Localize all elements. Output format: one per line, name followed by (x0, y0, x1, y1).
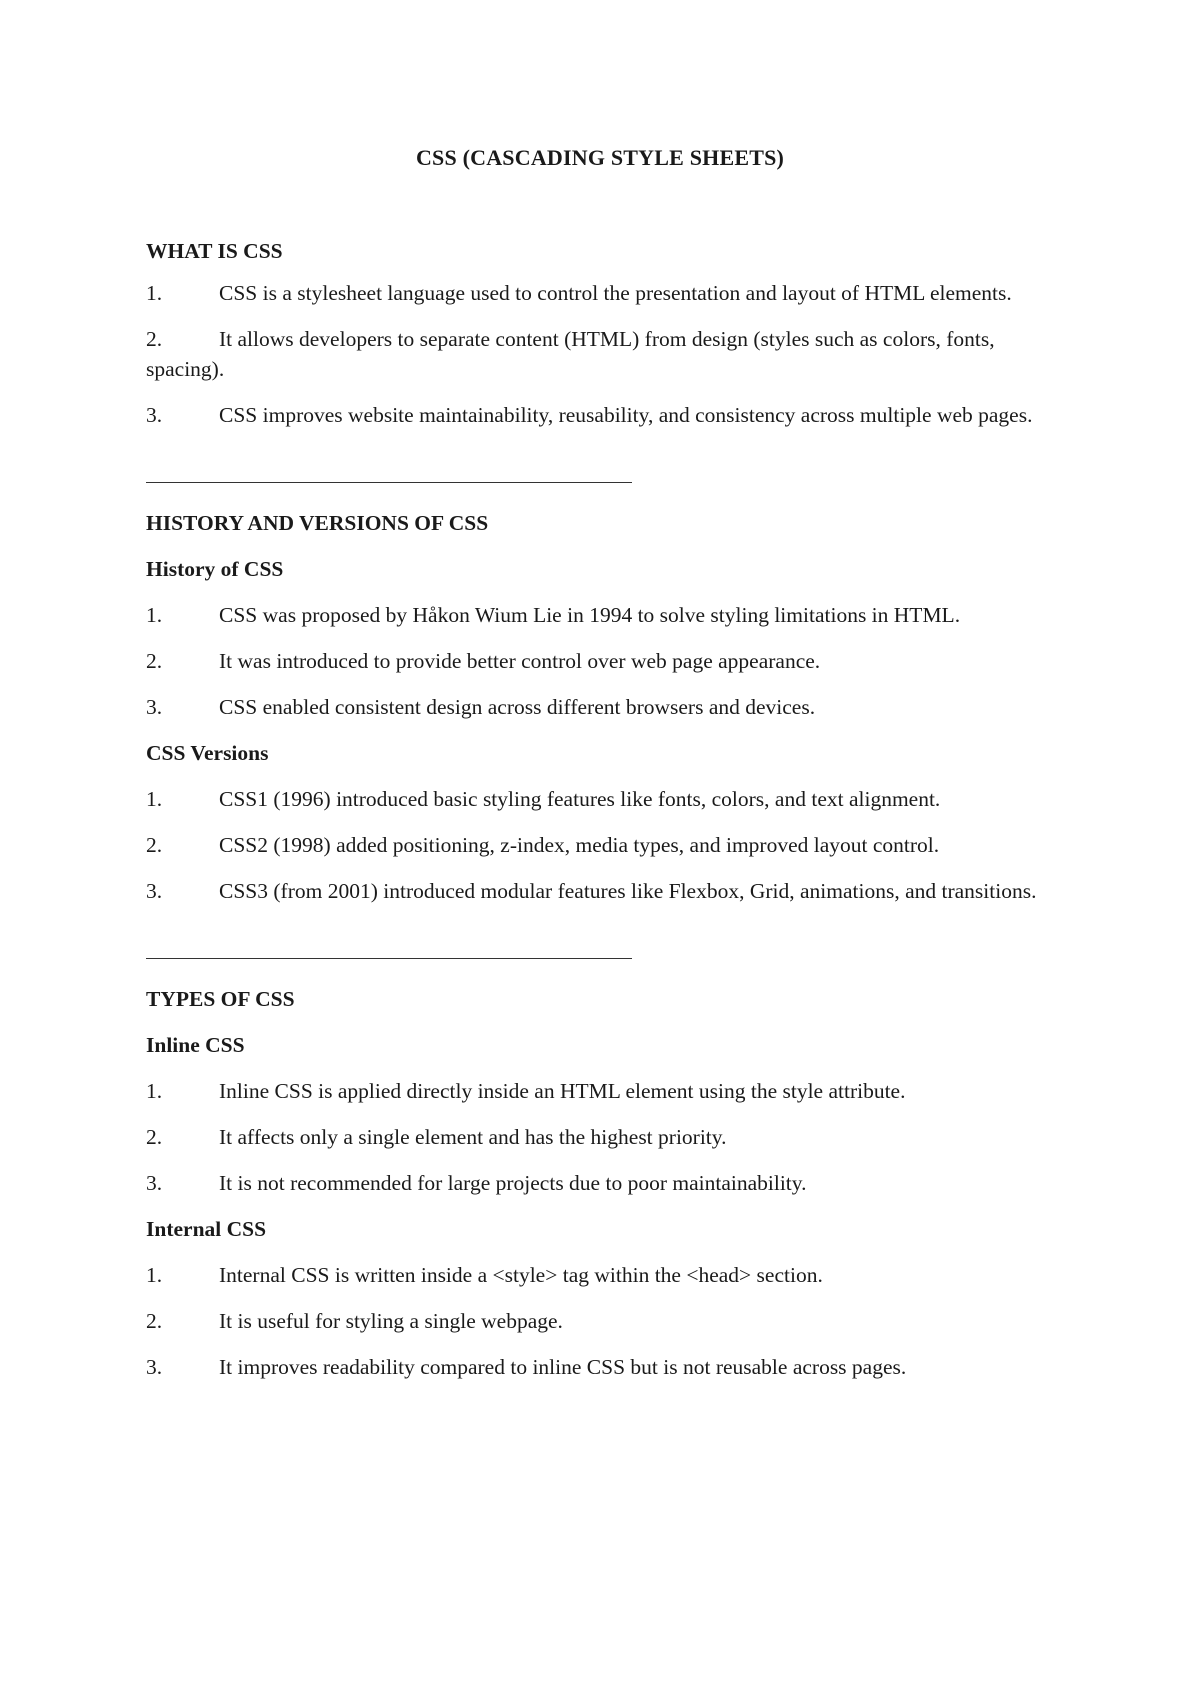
list-text: It allows developers to separate content (HTML) from design (styles such as colors, fonts, spacing). (146, 327, 995, 381)
list-text: CSS is a stylesheet language used to control the presentation and layout of HTML elements. (219, 281, 1012, 305)
document-body (146, 236, 1066, 1382)
list-item (146, 324, 1066, 384)
list-text: CSS enabled consistent design across different browsers and devices. (219, 695, 816, 719)
list-item (146, 1260, 1066, 1290)
list-text: CSS was proposed by Håkon Wium Lie in 1994 to solve styling limitations in HTML. (219, 603, 961, 627)
list-item (146, 1168, 1066, 1198)
section-divider (146, 482, 632, 483)
subheading-history: History of CSS (146, 557, 284, 581)
list-number: 1. (146, 1263, 163, 1287)
list-item (146, 600, 1066, 630)
list-text: It is useful for styling a single webpage. (219, 1309, 563, 1333)
subheading-inline: Inline CSS (146, 1033, 245, 1057)
list-number: 2. (146, 649, 163, 673)
subheading-internal: Internal CSS (146, 1217, 267, 1241)
document-title: CSS (CASCADING STYLE SHEETS) (415, 145, 785, 170)
list-number: 3. (146, 879, 163, 903)
list-number: 3. (146, 1171, 163, 1195)
list-text: CSS1 (1996) introduced basic styling features like fonts, colors, and text alignment. (219, 787, 941, 811)
list-text: It is not recommended for large projects due to poor maintainability. (219, 1171, 807, 1195)
list-number: 3. (146, 403, 163, 427)
list-text: It affects only a single element and has the highest priority. (219, 1125, 727, 1149)
section-heading-types: TYPES OF CSS (146, 987, 295, 1011)
list-number: 3. (146, 1355, 163, 1379)
list-number: 2. (146, 327, 163, 351)
subheading-versions: CSS Versions (146, 741, 269, 765)
list-number: 1. (146, 603, 163, 627)
list-number: 1. (146, 1079, 163, 1103)
list-text: CSS2 (1998) added positioning, z-index, media types, and improved layout control. (219, 833, 940, 857)
list-number: 2. (146, 1309, 163, 1333)
list-text: CSS improves website maintainability, reusability, and consistency across multiple web pages. (219, 403, 1033, 427)
list-number: 1. (146, 787, 163, 811)
list-text: It was introduced to provide better control over web page appearance. (219, 649, 821, 673)
list-text: It improves readability compared to inline CSS but is not reusable across pages. (219, 1355, 907, 1379)
list-item (146, 784, 1066, 814)
list-item (146, 1122, 1066, 1152)
list-item (146, 1352, 1066, 1382)
list-item (146, 646, 1066, 676)
list-item (146, 1076, 1066, 1106)
section-heading-history-versions: HISTORY AND VERSIONS OF CSS (146, 511, 489, 535)
list-text: CSS3 (from 2001) introduced modular features like Flexbox, Grid, animations, and transitions. (219, 879, 1037, 903)
list-text: Internal CSS is written inside a <style> tag within the <head> section. (219, 1263, 823, 1287)
list-item (146, 278, 1066, 308)
list-item (146, 830, 1066, 860)
section-divider (146, 958, 632, 959)
list-number: 1. (146, 281, 163, 305)
list-item (146, 400, 1066, 430)
list-text: Inline CSS is applied directly inside an HTML element using the style attribute. (219, 1079, 906, 1103)
list-number: 2. (146, 1125, 163, 1149)
list-item (146, 692, 1066, 722)
list-number: 3. (146, 695, 163, 719)
list-item (146, 876, 1066, 906)
section-heading-what-is-css: WHAT IS CSS (146, 239, 283, 263)
list-item (146, 1306, 1066, 1336)
list-number: 2. (146, 833, 163, 857)
